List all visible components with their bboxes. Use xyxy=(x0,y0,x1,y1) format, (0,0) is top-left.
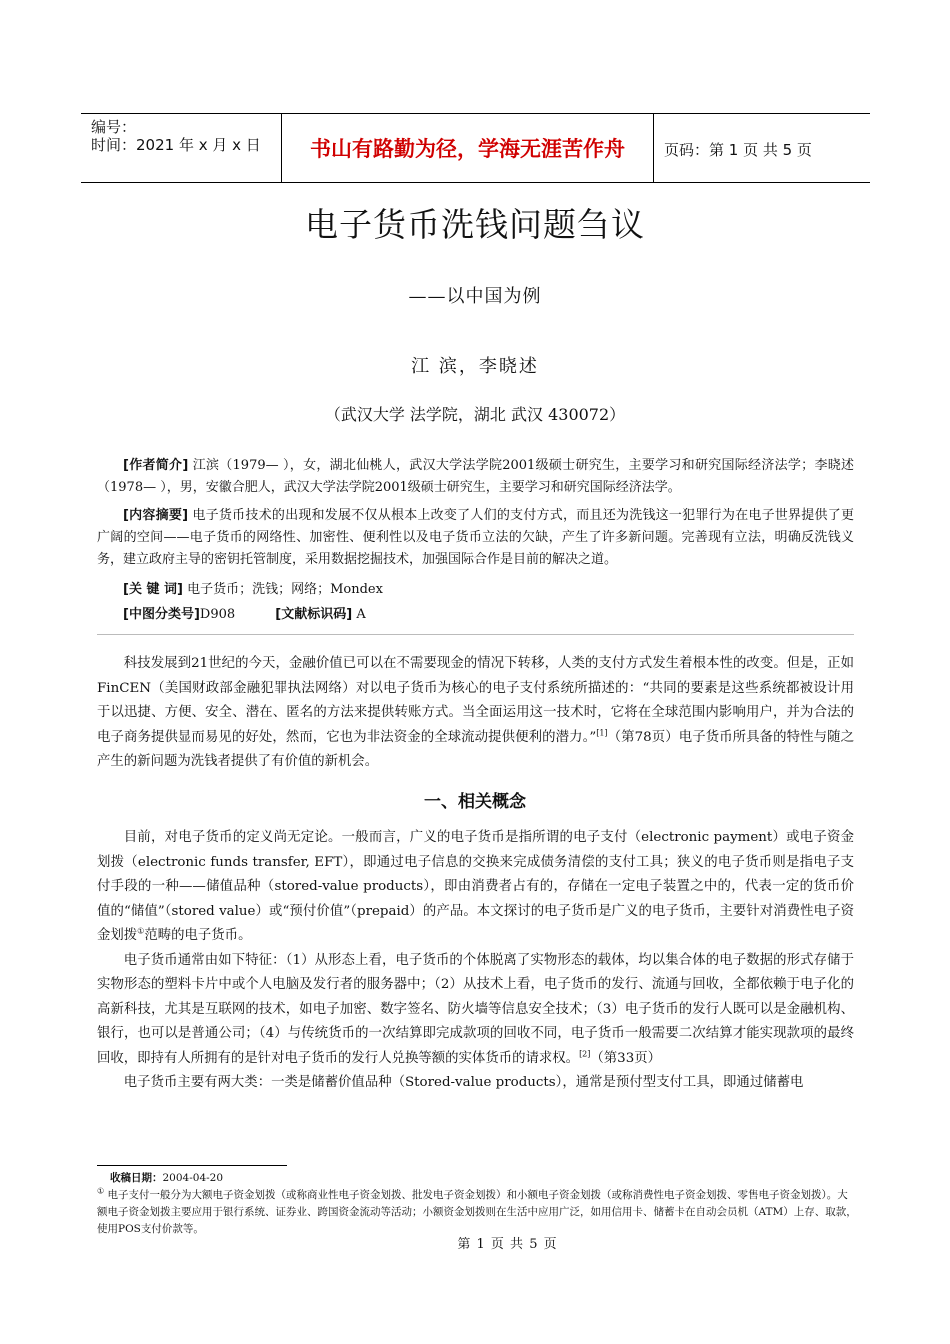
features-text-b: （第33页） xyxy=(590,1050,662,1066)
author-intro-label: [作者简介] xyxy=(123,458,189,473)
footnote-1-mark: ① xyxy=(97,1186,105,1196)
header-table xyxy=(81,113,870,183)
paragraph-definition xyxy=(97,826,854,949)
page-info: 页码：第 1 页 共 5 页 xyxy=(664,141,812,159)
footnote-marker: ① xyxy=(137,926,145,936)
author-intro xyxy=(97,455,854,499)
motto: 书山有路勤为径，学海无涯苦作舟 xyxy=(310,137,625,161)
footnote-divider xyxy=(97,1165,287,1166)
header-id-cell xyxy=(81,114,282,182)
definition-text-a: 目前，对电子货币的定义尚无定论。一般而言，广义的电子货币是指所谓的电子支付（electronic payment）或电子资金划拨（electronic funds transfer, EFT），即通过电子信息的交换来完成债务清偿的支付工具；狭义的电子货币则是指电子支付手段的一种——储值品种（stored-value products），即由消费者占有的，存储在一定电子装置之中的，代表一定的货币价值的“储值”（stored value）或“预付价值”（prepaid）的产品。本文探讨的电子货币是广义的电子货币，主要针对消费性电子资金划拨 xyxy=(97,830,854,943)
intro-paragraph xyxy=(97,652,854,775)
keywords-text: 电子货币；洗钱；网络；Mondex xyxy=(187,582,383,597)
keywords-label: [关 键 词] xyxy=(123,582,183,597)
section-heading: 一、相关概念 xyxy=(424,792,526,812)
intro-text-a: 科技发展到21世纪的今天，金融价值已可以在不需要现金的情况下转移，人类的支付方式发生着根本性的改变。但是，正如FinCEN（美国财政部金融犯罪执法网络）对以电子货币为核心的电子支付系统所描述的：“共同的要素是这些系统都被设计用于以迅捷、方便、安全、潜在、匿名的方法来提供转账方式。当全面运用这一技术时，它将在全球范围内影响用户，并为合法的电子商务提供显而易见的好处，然而，它也为非法资金的全球流动提供便利的潜力。” xyxy=(97,656,854,745)
citation-1: [1] xyxy=(596,728,608,738)
article-affiliation: （武汉大学 法学院，湖北 武汉 430072） xyxy=(324,405,626,424)
section-body xyxy=(97,826,854,1096)
footnote-1-text: 电子支付一般分为大额电子资金划拨（或称商业性电子资金划拨、批发电子资金划拨）和小额电子资金划拨（或称消费性电子资金划拨、零售电子资金划拨）。大额电子资金划拨主要应用于银行系统、证券业、跨国资金流动等活动；小额资金划拨则在生活中应用广泛，如用信用卡、储蓄卡在自动会员机（ATM）上存、取款，使用POS支付价款等。 xyxy=(97,1189,857,1235)
abstract xyxy=(97,505,854,571)
number-label: 编号： xyxy=(91,118,137,136)
article-authors: 江 滨，李晓述 xyxy=(411,356,539,377)
received-label: 收稿日期： xyxy=(110,1172,163,1184)
header-motto-cell xyxy=(282,114,654,182)
time-label: 时间：2021 年 x 月 x 日 xyxy=(91,136,261,154)
clc-text: D908 xyxy=(199,607,236,622)
article-subtitle: ——以中国为例 xyxy=(408,286,542,307)
footnote-1 xyxy=(97,1187,857,1238)
doc-code-text: A xyxy=(356,607,366,622)
abstract-label: [内容摘要] xyxy=(123,508,189,523)
clc-label: [中图分类号] xyxy=(123,607,200,622)
definition-text-b: 范畴的电子货币。 xyxy=(144,928,252,943)
article-title: 电子货币洗钱问题刍议 xyxy=(305,205,645,244)
author-intro-text: 江滨（1979— ），女，湖北仙桃人，武汉大学法学院2001级硕士研究生，主要学习和研究国际经济法学；李晓述（1978— ），男，安徽合肥人，武汉大学法学院2001级硕士研究生，主要学习和研究国际经济法学。 xyxy=(97,458,854,495)
keywords xyxy=(97,579,854,601)
header-page-cell xyxy=(654,114,870,182)
doc-code-label: [文献标识码] xyxy=(275,607,353,622)
received-value: 2004-04-20 xyxy=(162,1172,224,1184)
features-text-a: 电子货币通常由如下特征：（1）从形态上看，电子货币的个体脱离了实物形态的载体，均以集合体的电子数据的形式存储于实物形态的塑料卡片中或个人电脑及发行者的服务器中；（2）从技术上看，电子货币的发行、流通与回收，全都依赖于电子化的高新科技，尤其是互联网的技术，如电子加密、数字签名、防火墙等信息安全技术；（3）电子货币的发行人既可以是金融机构、银行，也可以是普通公司；（4）与传统货币的一次结算即完成款项的回收不同，电子货币一般需要二次结算才能实现款项的最终回收，即持有人所拥有的是针对电子货币的发行人兑换等额的实体货币的请求权。 xyxy=(97,952,854,1066)
citation-2: [2] xyxy=(579,1049,591,1059)
page-footer: 第 1 页 共 5 页 xyxy=(457,1237,558,1252)
paragraph-types: 电子货币主要有两大类：一类是储蓄价值品种（Stored-value products），通常是预付型支付工具，即通过储蓄电 xyxy=(123,1075,804,1090)
paragraph-features xyxy=(97,949,854,1072)
abstract-text: 电子货币技术的出现和发展不仅从根本上改变了人们的支付方式，而且还为洗钱这一犯罪行为在电子世界提供了更广阔的空间——电子货币的网络性、加密性、便利性以及电子货币立法的欠缺，产生了许多新问题。完善现有立法，明确反洗钱义务，建立政府主导的密钥托管制度，采用数据挖掘技术，加强国际合作是目前的解决之道。 xyxy=(97,508,854,567)
classification xyxy=(97,604,854,626)
intro-text-b: （第78页）电子货币所具备的特性与随之产生的新问题为洗钱者提供了有价值的新机会。 xyxy=(97,729,854,769)
meta-divider xyxy=(97,634,854,635)
received-date xyxy=(97,1170,857,1187)
